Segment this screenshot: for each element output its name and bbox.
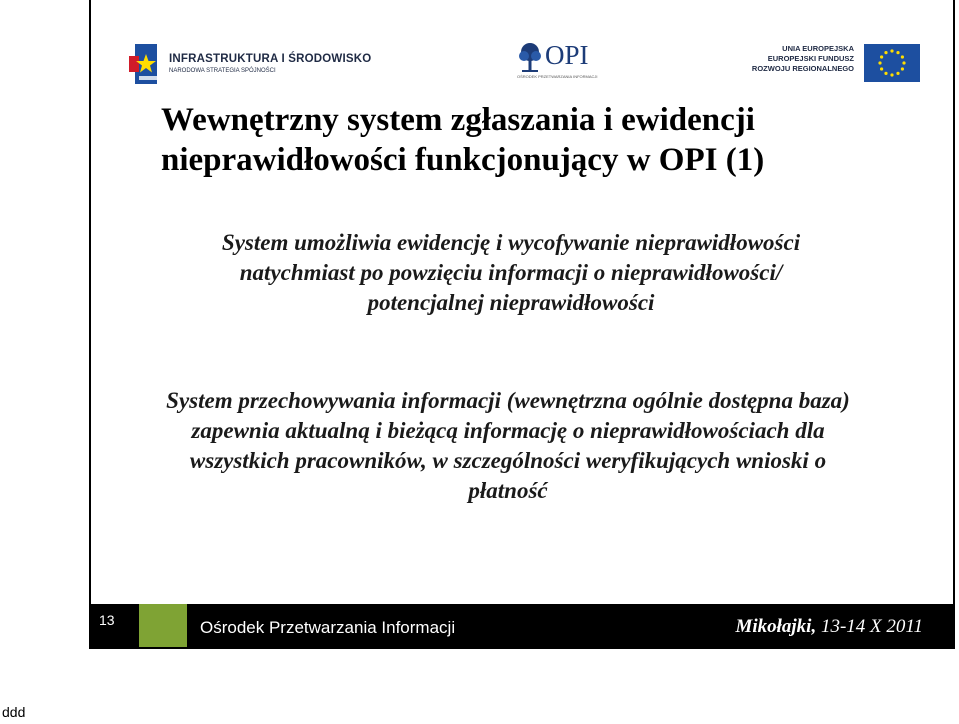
logo-left-title: INFRASTRUKTURA I ŚRODOWISKO: [169, 53, 372, 65]
eu-logo-text: [752, 44, 854, 74]
star-emblem-icon: [127, 42, 161, 86]
corner-label: ddd: [2, 704, 26, 720]
opi-logo: [517, 40, 617, 84]
tree-icon: [517, 42, 543, 74]
paragraph-1: System umożliwia ewidencję i wycofywanie nieprawidłowości natychmiast po powzięciu informacji o nieprawidłowości/ potencjalnej nieprawidłowości: [221, 230, 801, 315]
slide-footer: [91, 604, 953, 647]
eu-line-2: EUROPEJSKI FUNDUSZ: [767, 54, 854, 63]
eu-line-1: UNIA EUROPEJSKA: [782, 44, 854, 53]
opi-logo-subtitle: OŚRODEK PRZETWARZANIA INFORMACJI: [517, 74, 598, 79]
slide-title: Wewnętrzny system zgłaszania i ewidencji nieprawidłowości funkcjonujący w OPI (1): [161, 102, 765, 178]
opi-logo-text: OPI: [545, 40, 589, 70]
footer-event-date: 13-14 X 2011: [820, 616, 923, 637]
eu-logo: [751, 44, 920, 84]
footer-organization: Ośrodek Przetwarzania Informacji: [200, 618, 456, 637]
paragraph-2: System przechowywania informacji (wewnętrzna ogólnie dostępna baza) zapewnia aktualną i bieżącą informację o nieprawidłowościach dla wszystkich pracowników, w szczególności weryfikujących wnioski o płatność: [166, 388, 850, 503]
eu-flag-icon: [864, 44, 920, 82]
logo-left-subtitle: NARODOWA STRATEGIA SPÓJNOŚCI: [169, 68, 276, 74]
page-number: 13: [99, 612, 115, 628]
footer-event: [735, 616, 923, 638]
page-number-box: [91, 604, 139, 647]
footer-event-place: Mikołajki,: [735, 616, 817, 637]
eu-line-3: ROZWOJU REGIONALNEGO: [751, 64, 854, 73]
infrastruktura-logo: [127, 38, 372, 90]
slide: [89, 0, 955, 649]
footer-accent-block: [139, 604, 187, 647]
